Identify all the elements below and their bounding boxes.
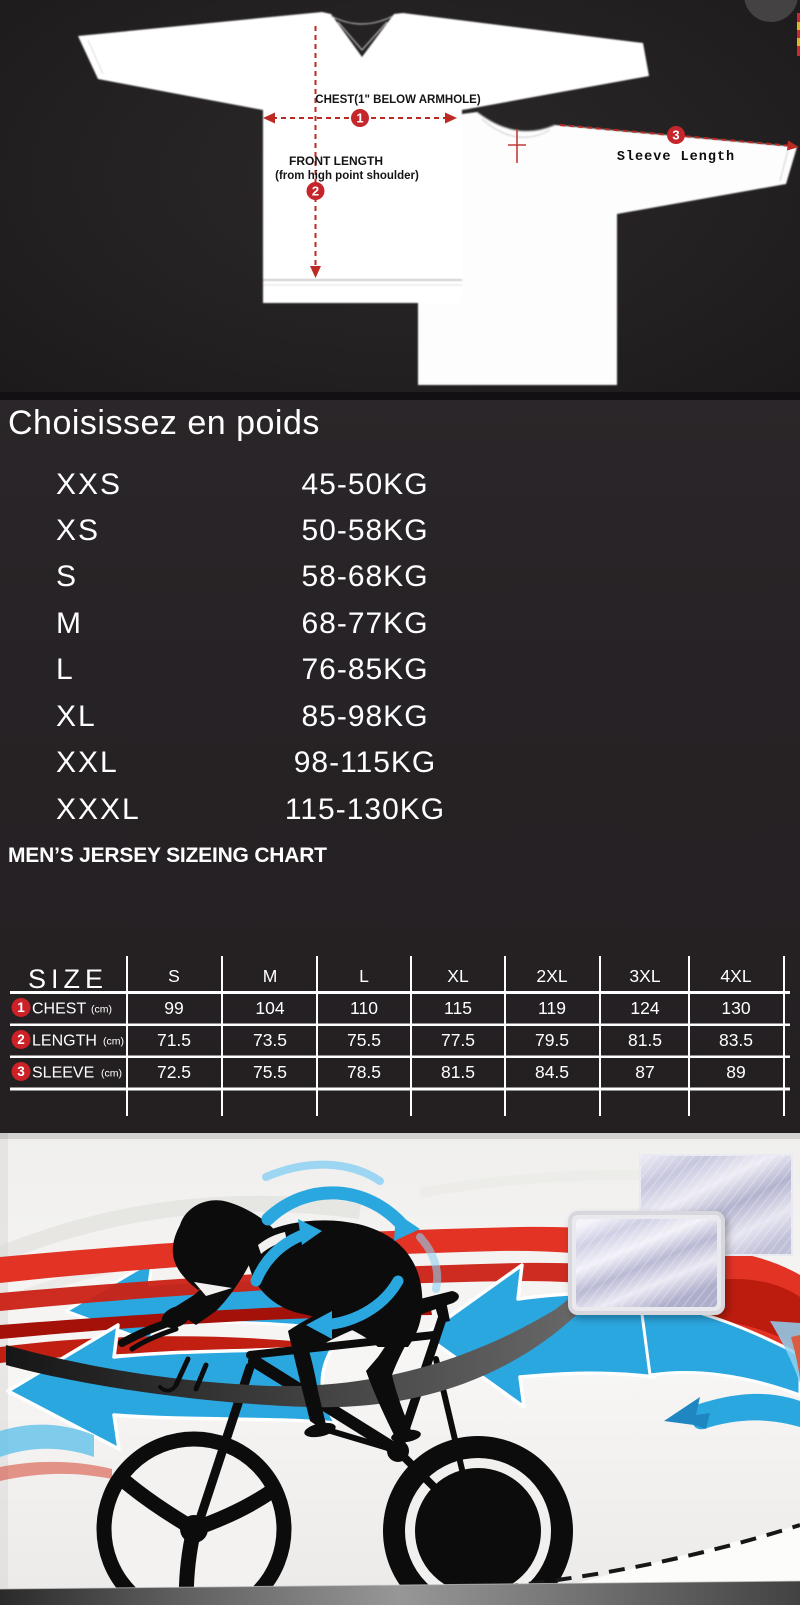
weight-row-m <box>0 607 800 641</box>
size-label: XXXL <box>56 793 141 826</box>
marker-3-number: 3 <box>672 127 680 143</box>
jersey-measurement-diagram-section <box>0 0 800 392</box>
marker-1-number: 1 <box>356 110 364 126</box>
size-label: XXS <box>56 468 123 501</box>
sleeve-length-label: Sleeve Length <box>616 150 736 165</box>
weight-range: 45-50KG <box>301 468 429 501</box>
cell-value: 71.5 <box>156 1030 192 1050</box>
cell-value: 99 <box>164 998 184 1018</box>
cell-value: 77.5 <box>440 1030 476 1050</box>
left-edge-shade <box>0 1133 8 1605</box>
row-label: CHEST <box>32 1000 87 1018</box>
col-header: 4XL <box>720 966 752 986</box>
row-marker-number: 2 <box>17 1032 25 1048</box>
weight-guide-title: Choisissez en poids <box>8 404 320 442</box>
corner-watermark-circle <box>744 0 798 22</box>
chest-measure-label: CHEST(1" BELOW ARMHOLE) <box>315 94 481 106</box>
size-label: XXL <box>56 746 119 779</box>
weight-row-xs <box>0 514 800 548</box>
weight-row-xxs <box>0 468 800 502</box>
col-header: 3XL <box>629 966 661 986</box>
cell-value: 83.5 <box>718 1030 754 1050</box>
cell-value: 78.5 <box>346 1062 382 1082</box>
cell-value: 89 <box>726 1062 746 1082</box>
size-label: XS <box>56 514 101 547</box>
cyclist-illustration <box>0 1133 800 1605</box>
size-information-section <box>0 392 800 1133</box>
row-label: SLEEVE <box>32 1064 95 1082</box>
cell-value: 104 <box>255 998 285 1018</box>
size-label: L <box>56 653 75 686</box>
table-row-chest <box>12 998 751 1018</box>
cell-value: 73.5 <box>252 1030 288 1050</box>
weight-row-xl <box>0 700 800 734</box>
cell-value: 79.5 <box>534 1030 570 1050</box>
cell-value: 124 <box>630 998 660 1018</box>
table-row-length <box>12 1030 754 1050</box>
size-label: XL <box>56 700 97 733</box>
table-header-size: SIZE <box>27 964 109 994</box>
front-length-label-line1: FRONT LENGTH <box>289 154 383 168</box>
table-row-sleeve <box>12 1062 746 1082</box>
cell-value: 110 <box>350 998 378 1018</box>
weight-row-xxxl <box>0 793 800 827</box>
cyclist-promo-section <box>0 1133 800 1605</box>
row-unit: (cm) <box>101 1067 122 1080</box>
cell-value: 75.5 <box>252 1062 288 1082</box>
cell-value: 75.5 <box>346 1030 382 1050</box>
weight-range: 98-115KG <box>293 746 437 779</box>
size-label: M <box>56 607 83 640</box>
marker-3-sleeve <box>667 126 685 144</box>
weight-range: 58-68KG <box>301 560 429 593</box>
marker-2-front-length <box>307 182 325 200</box>
bike-front-wheel <box>104 1439 284 1605</box>
col-header: M <box>262 966 278 986</box>
top-edge-shade <box>0 1133 800 1139</box>
col-header: 2XL <box>536 966 568 986</box>
weight-range: 85-98KG <box>301 700 429 733</box>
row-unit: (cm) <box>103 1035 124 1048</box>
cell-value: 119 <box>538 998 566 1018</box>
weight-range: 115-130KG <box>284 793 446 826</box>
weight-row-xxl <box>0 746 800 780</box>
bike-crank <box>387 1440 409 1462</box>
weight-row-l <box>0 653 800 687</box>
weight-range: 50-58KG <box>301 514 429 547</box>
cell-value: 84.5 <box>534 1062 570 1082</box>
marker-2-number: 2 <box>311 183 320 199</box>
weight-row-s <box>0 560 800 594</box>
back-jersey-illustration <box>418 112 797 385</box>
cell-value: 87 <box>635 1062 655 1082</box>
cell-value: 81.5 <box>627 1030 663 1050</box>
jersey-diagram-graphic <box>0 0 800 392</box>
weight-range: 76-85KG <box>301 653 429 686</box>
cell-value: 72.5 <box>156 1062 192 1082</box>
size-label: S <box>56 560 79 593</box>
row-marker-number: 1 <box>17 1000 25 1016</box>
front-length-label-line2: (from high point shoulder) <box>275 170 419 182</box>
cell-value: 81.5 <box>440 1062 476 1082</box>
cell-value: 130 <box>721 998 751 1018</box>
row-marker-number: 3 <box>17 1064 25 1080</box>
fabric-swatch-front <box>570 1213 723 1313</box>
cell-value: 115 <box>444 998 472 1018</box>
col-header: XL <box>447 966 469 986</box>
row-unit: (cm) <box>91 1003 112 1016</box>
col-header: S <box>168 966 180 986</box>
section-divider <box>0 392 800 400</box>
size-chart-title: MEN’S JERSEY SIZEING CHART <box>8 844 327 867</box>
size-chart-table <box>0 948 800 1133</box>
row-label: LENGTH <box>32 1032 97 1050</box>
col-header: L <box>359 966 369 986</box>
weight-range: 68-77KG <box>301 607 429 640</box>
marker-1-chest <box>351 109 369 127</box>
